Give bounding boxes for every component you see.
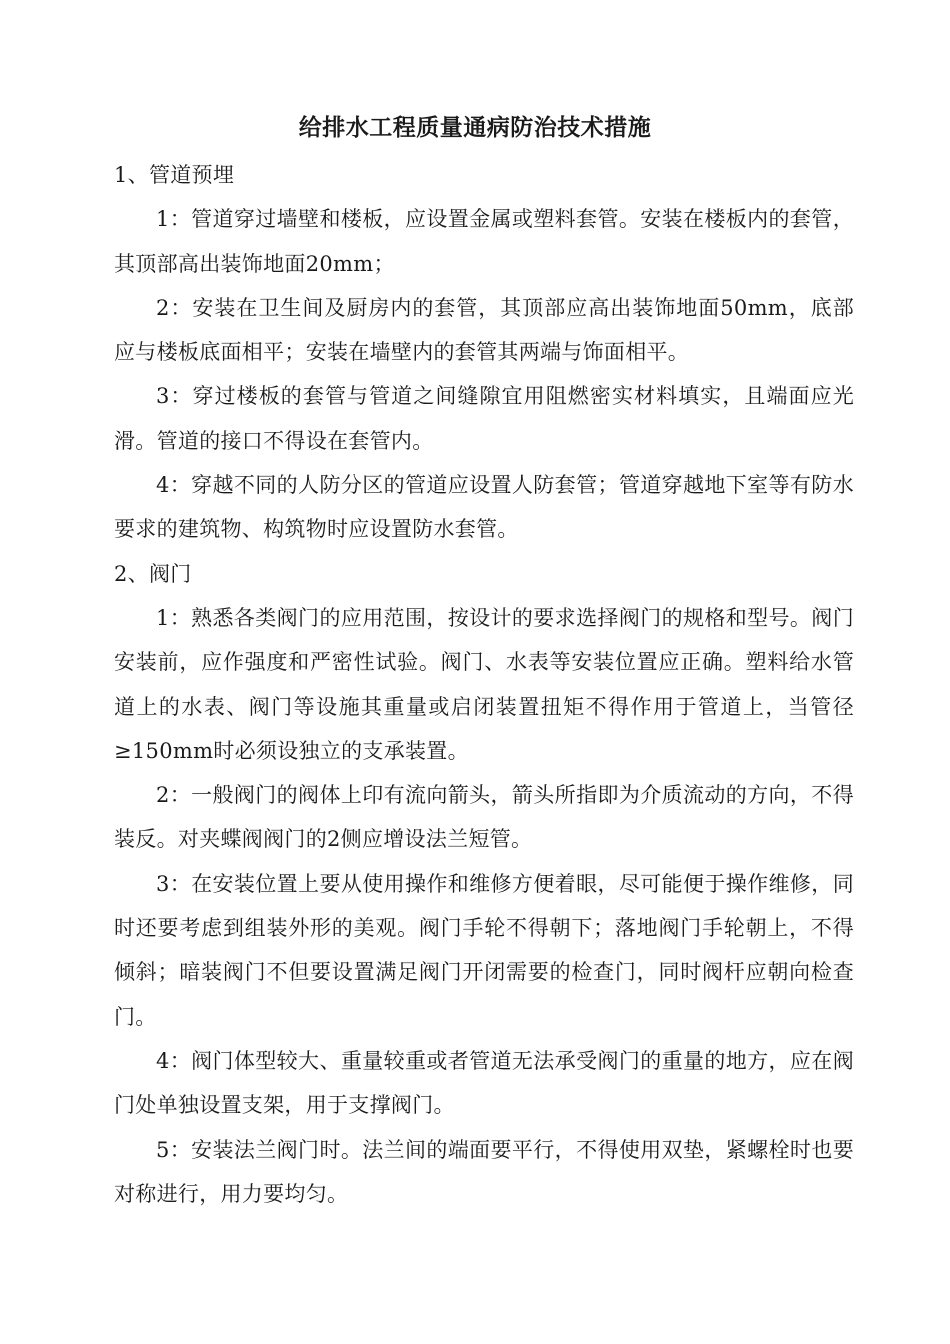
document-body [114, 153, 854, 1216]
paragraph: 4：阀门体型较大、重量较重或者管道无法承受阀门的重量的地方，应在阀门处单独设置支架，用于支撑阀门。 [114, 1048, 854, 1118]
section-heading-valves: 2、阀门 [114, 561, 192, 586]
paragraph: 1：熟悉各类阀门的应用范围，按设计的要求选择阀门的规格和型号。阀门安装前，应作强度和严密性试验。阀门、水表等安装位置应正确。塑料给水管道上的水表、阀门等设施其重量或启闭装置扭矩不得作用于管道上，当管径≥150mm时必须设独立的支承装置。 [114, 605, 854, 763]
paragraph: 2：安装在卫生间及厨房内的套管，其顶部应高出装饰地面50mm，底部应与楼板底面相平；安装在墙壁内的套管其两端与饰面相平。 [114, 295, 854, 365]
paragraph: 2：一般阀门的阀体上印有流向箭头，箭头所指即为介质流动的方向，不得装反。对夹蝶阀阀门的2侧应增设法兰短管。 [114, 783, 854, 852]
paragraph: 3：在安装位置上要从使用操作和维修方便着眼，尽可能便于操作维修，同时还要考虑到组装外形的美观。阀门手轮不得朝下；落地阀门手轮朝上，不得倾斜；暗装阀门不但要设置满足阀门开闭需要的检查门，同时阀杆应朝向检查门。 [114, 871, 854, 1029]
paragraph: 5：安装法兰阀门时。法兰间的端面要平行，不得使用双垫，紧螺栓时也要对称进行，用力要均匀。 [114, 1137, 854, 1206]
paragraph: 1：管道穿过墙壁和楼板，应设置金属或塑料套管。安装在楼板内的套管，其顶部高出装饰地面20mm； [114, 207, 854, 276]
paragraph: 4：穿越不同的人防分区的管道应设置人防套管；管道穿越地下室等有防水要求的建筑物、构筑物时应设置防水套管。 [114, 473, 854, 542]
document-title: 给排水工程质量通病防治技术措施 [298, 115, 652, 141]
paragraph: 3：穿过楼板的套管与管道之间缝隙宜用阻燃密实材料填实，且端面应光滑。管道的接口不得设在套管内。 [114, 384, 854, 453]
section-heading-pipe-embedding: 1、管道预埋 [114, 163, 235, 187]
